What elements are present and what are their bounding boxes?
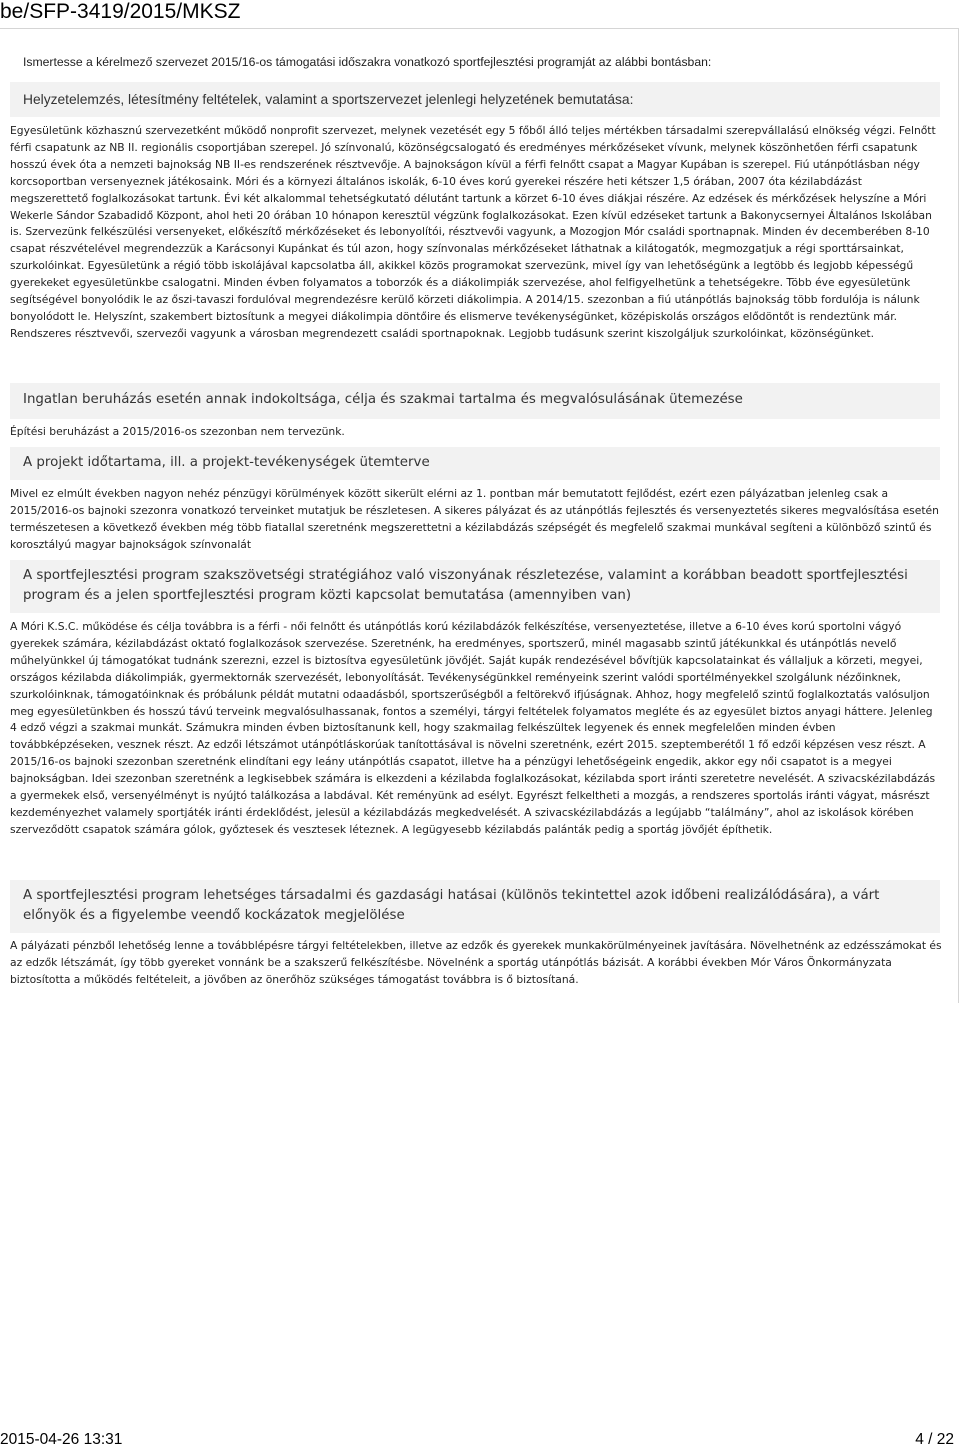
section-body-impact: A pályázati pénzből lehetőség lenne a továbblépésre tárgyi feltételekben, illetve az edzők és gyerekek munkakörülményeinek javítására. Növelhetnénk az edzésszámokat és az edzők létszámát, így több gyereket vonnánk be a szakszerű felkészítésbe. Növelnénk a sportág utánpótlás bázisát. A korábbi években Mór Város Önkormányzata biztosította a működés feltételeit, a jövőben az önerőhöz szükséges támogatást továbbra is ő biztosítaná.: [10, 939, 942, 986]
section-heading-real-estate: Ingatlan beruházás esetén annak indokoltsága, célja és szakmai tartalma és megvalósulásának ütemezése: [10, 383, 940, 419]
footer-timestamp: 2015-04-26 13:31: [0, 1431, 123, 1448]
section-body-timeline: Mivel ez elmúlt években nagyon nehéz pénzügyi körülmények között sikerült elérni az 1. pontban már bemutatott fejlődést, ezért ezen pályázatban jelenleg csak a 2015/2016-os bajnoki szezonra vonatkozó terveinket mutatjuk be részletesen. A sikeres pályázat és az utánpótlás fejlesztés és versenyeztetés sikeres megvalósítása esetén természetesen a következő években még több fiatallal szeretnénk megszerettetni a kézilabdázás szépségét és megfelelő szakmai munkával segíteni a különböző szintű és korosztályú magyar bajnokságok színvonalát: [10, 487, 939, 551]
section-body-strategy: A Móri K.S.C. működése és célja továbbra is a férfi - női felnőtt és utánpótlás korú kézilabdázók felkészítése, versenyeztetése, illetve a 6-10 éves korú sportolni vágyó gyerekek számára, kézilabdázást oktató foglalkozások szervezése. Szeretnénk, ha eredményes, sportszerű, minél magasabb szintű játékunkkal és utánpótlás nevelő műhelyünkkel új támogatókat tudnánk szerezni, ezzel is biztosítva egyesületünk jövőjét. Saját kupák rendezésével bővítjük kapcsolatainkat és vállaljuk a körzeti, megyei, országos kézilabda diákolimpiák, gyermektornák szervezését, lebonyolítását. Tevékenységünkkel reményeink szerint valódi sportélményekkel szolgálunk nézőinknek, szurkolóinknak, támogatóinknak és próbálunk példát mutatni odaadásból, sportszerűségből a feltörekvő ifjúságnak. Ahhoz, hogy megfelelő szintű foglalkoztatás valósuljon meg egyesületünkben és hosszú távú terveink megvalósulhassanak, fontos a személyi, tárgyi feltételek folyamatos megléte és az egyesület biztos anyagi háttere. Jelenleg 4 edző végzi a szakmai munkát. Számukra minden évben biztosítanunk kell, hogy szakmailag felkészültek legyenek és ennek megfelelően minden évben továbbképzéseken, vesznek részt. Az edzői létszámot utánpótláskorúak tanítottásával is növelni szeretnénk, ezért 2015. szeptemberétől 1 fő edzői képzésen vesz részt. A 2015/16-os bajnoki szezonban szeretnénk elindítani egy leány utánpótlás csapatot, illetve ha a pénzügyi lehetőségeink engedik, akkor egy női csapatot is a megyei bajnokságban. Idei szezonban szeretnénk a legkisebbek számára is elkezdeni a kézilabda foglalkozásokat, kézilabda sport iránti szeretetre nevelését. A szivacskézilabdázás a gyermekek első, versenyélményt is nyújtó találkozása a labdával. Két reményünk ad esélyt. Egyrészt felkeltheti a mozgás, a rendszeres sportolás iránti vágyat, másrészt kezdeményezhet valamely sportjáték iránti érdeklődést, jelesül a kézilabdázás megkedvelését. A szivacskézilabdázás a legújabb “találmány”, ahol az iskolások körében szerveződött csapatok számára gólok, győztesek és vesztesek léteznek. A legügyesebb kézilabdás palánták pedig a sportág jövőjét építhetik.: [10, 620, 936, 836]
document-id: be/SFP-3419/2015/MKSZ: [0, 0, 241, 23]
section-heading-impact: A sportfejlesztési program lehetséges társadalmi és gazdasági hatásai (különös tekintettel azok időbeni realizálódására), a várt előnyök és a figyelembe veendő kockázatok megjelölése: [10, 880, 940, 933]
section-heading-strategy: A sportfejlesztési program szakszövetségi stratégiához való viszonyának részletezése, valamint a korábban beadott sportfejlesztési program és a jelen sportfejlesztési program közti kapcsolat bemutatása (amennyiben van): [10, 560, 940, 613]
footer-page-number: 4 / 22: [915, 1431, 954, 1448]
section-body-situation: Egyesületünk közhasznú szervezetként működő nonprofit szervezet, melynek vezetését egy 5 főből álló teljes mértékben társadalmi szerepvállalású elnökség végzi. Felnőtt férfi csapatunk az NB II. regionális csoportjában szerepel. Jó színvonalú, közönségcsalogató és eredményes mérkőzéseket vívunk, melynek köszönhetően férfi csapatunk hosszú évek óta a nemzeti bajnokság NB II-es rendszerének résztvevője. A bajnokságon kívül a férfi felnőtt csapat a Magyar Kupában is szerepel. Fiú utánpótlásban négy korcsoportban versenyeznek játékosaink. Móri és a környezi általános iskolák, 6-10 éves korú gyerekei részére heti kétszer 1,5 órában, 2007 óta kézilabdázást megszerettető foglalkozásokat tartunk. Évi két alkalommal tehetségkutató délutánt tartunk a körzet 6-10 éves diákjai részére. Az edzések és mérkőzések helyszíne a Móri Wekerle Sándor Szabadidő Központ, ahol heti 20 órában 10 hónapon keresztül végzünk foglalkozásokat. Ezen kívül edzéseket tartunk a Bakonycsernyei Általános Iskolában is. Szervezünk felkészülési versenyeket, előkészítő mérkőzéseket és lebonyolítói, résztvevői vagyunk, a Mozogjon Mór családi sportnapnak. Minden év decemberében 8-10 csapat részvételével megrendezzük a Karácsonyi Kupánkat és túl azon, hogy színvonalas mérkőzéseket láthatnak a kilátogatók, megmozgatjuk a régi sporttársainkat, szurkolóinkat. Egyesületünk a régió több iskolájával kapcsolatba áll, akikkel közös programokat szervezünk, mivel így van lehetőségünk a legtöbb és legjobb képességű gyerekeket egyesületünkbe csalogatni. Minden évben folyamatos a toborzók és a diákolimpiák szervezése, ahol felfigyelhetünk a tehetségekre. Több éve egyesületünk segítségével bonyolódik le az őszi-tavaszi fordulóval megrendezésre kerülő körzeti diákolimpia. A 2014/15. szezonban a fiú utánpótlás bajnokság több fordulója is nálunk bonyolódott le. Helyszínt, szakembert biztosítunk a megyei diákolimpia döntőire és elismerve tevékenységünket, középiskolás országos elődöntőt is rendeztünk már. Rendszeres résztvevői, szervezői vagyunk a városban megrendezett családi sportnapoknak. Legjobb tudásunk szerint kiszolgáljuk szurkolóinkat, közönségünket.: [10, 124, 936, 340]
intro-instruction: Ismertesse a kérelmező szervezet 2015/16-os támogatási időszakra vonatkozó sportfejlesztési programját az alábbi bontásban:: [23, 55, 712, 69]
section-heading-situation: Helyzetelemzés, létesítmény feltételek, valamint a sportszervezet jelenlegi helyzetének bemutatása:: [10, 82, 940, 117]
section-body-real-estate: Építési beruházást a 2015/2016-os szezonban nem tervezünk.: [10, 425, 345, 438]
section-heading-timeline: A projekt időtartama, ill. a projekt-tevékenységek ütemterve: [10, 447, 940, 480]
